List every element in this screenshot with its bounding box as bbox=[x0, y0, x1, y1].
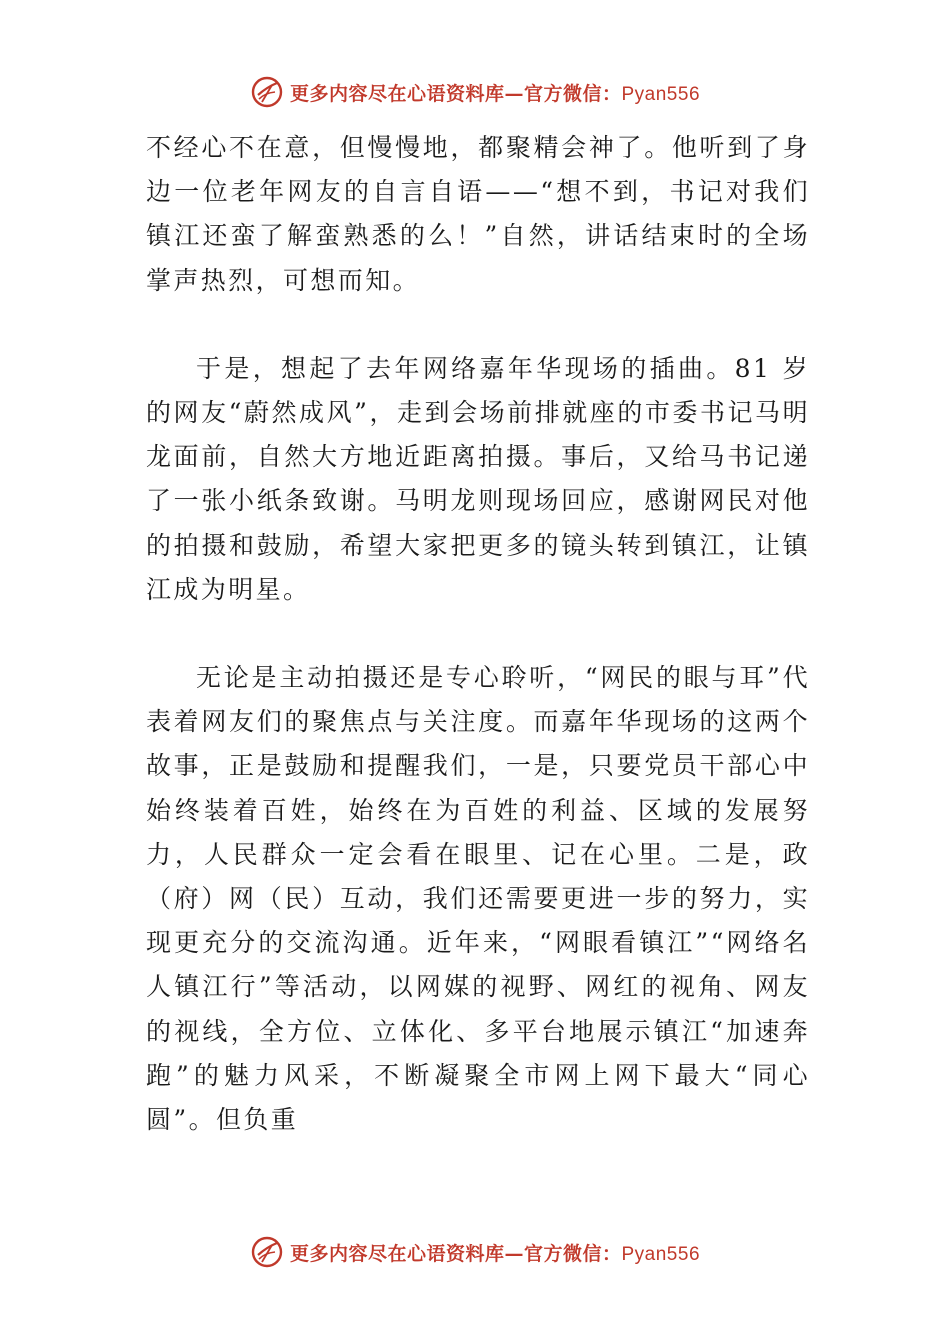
paragraph-3: 无论是主动拍摄还是专心聆听，“网民的眼与耳”代表着网友们的聚焦点与关注度。而嘉年华现场的这两个故事，正是鼓励和提醒我们，一是，只要党员干部心中始终装着百姓，始终在为百姓的利益、区域的发展努力，人民群众一定会看在眼里、记在心里。二是，政（府）网（民）互动，我们还需要更进一步的努力，实现更充分的交流沟通。近年来，“网眼看镇江”“网络名人镇江行”等活动，以网媒的视野、网红的视角、网友的视线，全方位、立体化、多平台地展示镇江“加速奔跑”的魅力风采，不断凝聚全市网上网下最大“同心圆”。但负重 bbox=[146, 663, 810, 1135]
footer-watermark bbox=[0, 1232, 950, 1272]
header-watermark bbox=[0, 72, 950, 112]
book-logo-icon bbox=[250, 75, 284, 109]
document-body bbox=[146, 126, 810, 1142]
watermark-text: 更多内容尽在心语资料库—官方微信：Pyan556 bbox=[289, 82, 701, 105]
watermark-text: 更多内容尽在心语资料库—官方微信：Pyan556 bbox=[289, 1242, 701, 1265]
paragraph-1: 不经心不在意，但慢慢地，都聚精会神了。他听到了身边一位老年网友的自言自语——“想不到，书记对我们镇江还蛮了解蛮熟悉的么！”自然，讲话结束时的全场掌声热烈，可想而知。 bbox=[146, 133, 810, 295]
book-logo-icon bbox=[250, 1235, 284, 1269]
paragraph-2: 于是，想起了去年网络嘉年华现场的插曲。81 岁的网友“蔚然成风”，走到会场前排就座的市委书记马明龙面前，自然大方地近距离拍摄。事后，又给马书记递了一张小纸条致谢。马明龙则现场回应，感谢网民对他的拍摄和鼓励，希望大家把更多的镜头转到镇江，让镇江成为明星。 bbox=[146, 353, 810, 604]
